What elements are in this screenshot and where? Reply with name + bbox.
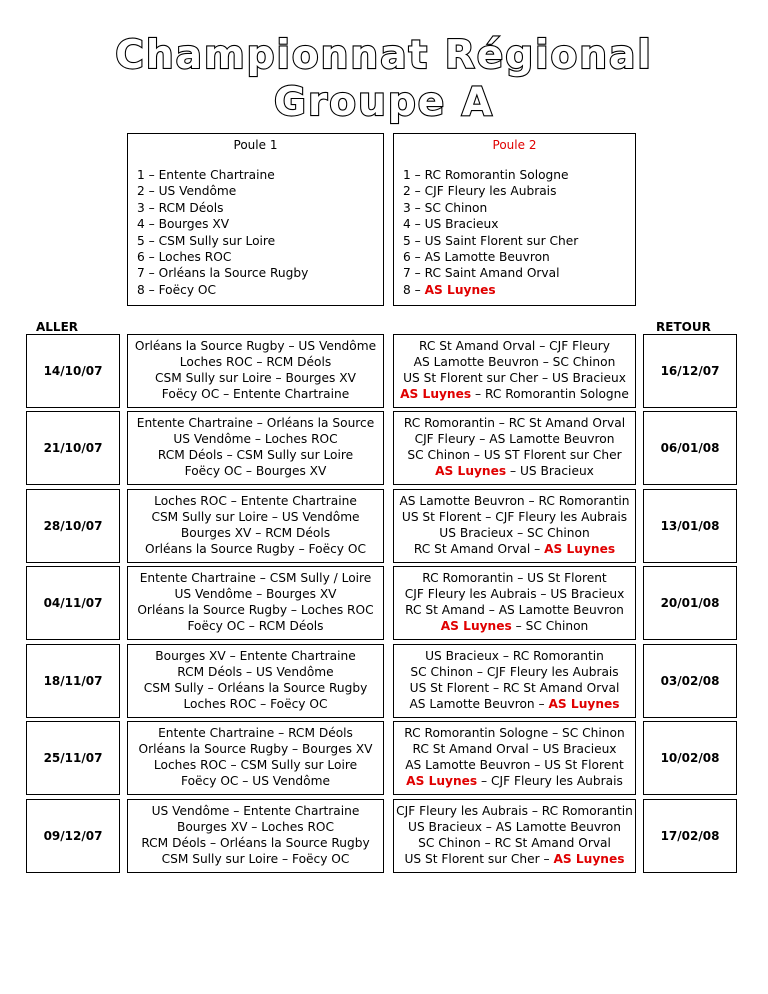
match-poule-1: Orléans la Source Rugby – Bourges XV	[138, 742, 373, 757]
match-poule-1: RCM Déols – Orléans la Source Rugby	[141, 836, 370, 850]
aller-matches	[127, 411, 384, 485]
highlight-team: AS Luynes	[548, 696, 620, 711]
match-poule-2: US Bracieux – SC Chinon	[439, 526, 590, 540]
retour-matches	[393, 566, 636, 640]
retour-date: 06/01/08	[643, 411, 737, 485]
match-poule-1: Entente Chartraine – Orléans la Source	[136, 416, 375, 431]
match-poule-1: CSM Sully sur Loire – Foëcy OC	[161, 851, 350, 866]
match-poule-2: US St Florent sur Cher – AS Luynes	[404, 851, 625, 866]
retour-matches	[393, 334, 636, 408]
poule-1-team: 1 – Entente Chartraine	[137, 168, 275, 182]
match-poule-1: US Vendôme – Bourges XV	[174, 587, 337, 602]
match-poule-1: Orléans la Source Rugby – Loches ROC	[137, 603, 374, 617]
match-poule-1: Loches ROC – RCM Déols	[179, 355, 332, 370]
match-poule-1: Orléans la Source Rugby – US Vendôme	[134, 339, 377, 354]
retour-matches	[393, 411, 636, 485]
match-poule-1: Entente Chartraine – RCM Déols	[158, 726, 353, 741]
match-poule-2: AS Lamotte Beuvron – RC Romorantin	[399, 494, 630, 509]
highlight-team: AS Luynes	[435, 463, 507, 478]
match-poule-2: SC Chinon – CJF Fleury les Aubrais	[410, 665, 619, 680]
match-poule-2: AS Luynes – SC Chinon	[440, 618, 589, 633]
poule-1-team: 6 – Loches ROC	[137, 250, 232, 265]
aller-matches	[127, 799, 384, 873]
poule-1-header: Poule 1	[233, 138, 278, 152]
poule-1-box	[127, 133, 384, 306]
match-poule-1: Orléans la Source Rugby – Foëcy OC	[145, 541, 366, 556]
poule-2-team-rank: 8 –	[403, 282, 425, 297]
match-poule-1: Bourges XV – Entente Chartraine	[155, 649, 356, 664]
match-poule-1: US Vendôme – Entente Chartraine	[151, 804, 360, 819]
match-poule-2: RC Romorantin Sologne – SC Chinon	[404, 726, 625, 741]
match-poule-1: Loches ROC – CSM Sully sur Loire	[153, 758, 358, 772]
match-poule-2: CJF Fleury les Aubrais – RC Romorantin	[396, 804, 633, 819]
match-poule-2: US Bracieux – AS Lamotte Beuvron	[408, 820, 621, 835]
page-title: Championnat Régional	[115, 33, 653, 78]
highlight-team: AS Luynes	[553, 851, 625, 866]
aller-matches	[127, 489, 384, 563]
retour-matches	[393, 489, 636, 563]
match-poule-2: CJF Fleury – AS Lamotte Beuvron	[414, 432, 615, 447]
match-poule-1: US Vendôme – Loches ROC	[173, 432, 338, 447]
retour-date: 03/02/08	[643, 644, 737, 718]
retour-label: RETOUR	[656, 320, 711, 334]
highlight-team: AS Luynes	[440, 618, 512, 633]
match-poule-1: Foëcy OC – Entente Chartraine	[161, 386, 350, 401]
match-poule-1: CSM Sully sur Loire – US Vendôme	[151, 510, 360, 525]
aller-date: 21/10/07	[26, 411, 120, 485]
match-poule-2: AS Lamotte Beuvron – SC Chinon	[413, 355, 616, 370]
retour-matches	[393, 644, 636, 718]
poule-2-team-highlight: AS Luynes	[424, 282, 496, 297]
poule-1-team: 4 – Bourges XV	[137, 217, 230, 232]
poule-2-team: 7 – RC Saint Amand Orval	[403, 266, 560, 281]
match-poule-1: Foëcy OC – US Vendôme	[181, 773, 330, 788]
match-poule-1: Entente Chartraine – CSM Sully / Loire	[139, 571, 372, 586]
poule-1-team: 7 – Orléans la Source Rugby	[137, 266, 309, 281]
poule-1-team: 8 – Foëcy OC	[137, 282, 217, 297]
match-poule-2: US St Florent – CJF Fleury les Aubrais	[401, 510, 628, 525]
poule-2-team-list	[403, 167, 578, 298]
match-poule-2: RC St Amand Orval – AS Luynes	[413, 541, 616, 556]
match-poule-1: Foëcy OC – Bourges XV	[184, 463, 327, 478]
match-poule-2: CJF Fleury les Aubrais – US Bracieux	[404, 587, 625, 602]
poule-2-team: 6 – AS Lamotte Beuvron	[403, 250, 550, 265]
poule-2-team: 1 – RC Romorantin Sologne	[403, 168, 569, 182]
aller-matches	[127, 334, 384, 408]
match-poule-2: AS Luynes – RC Romorantin Sologne	[400, 386, 629, 401]
match-poule-2: SC Chinon – US ST Florent sur Cher	[407, 448, 622, 462]
match-poule-1: CSM Sully – Orléans la Source Rugby	[143, 681, 368, 695]
poule-2-team: 2 – CJF Fleury les Aubrais	[403, 184, 557, 199]
poule-1-team: 5 – CSM Sully sur Loire	[137, 233, 276, 248]
poule-2-team: 3 – SC Chinon	[403, 200, 488, 215]
page-subtitle: Groupe A	[274, 80, 494, 125]
retour-date: 16/12/07	[643, 334, 737, 408]
match-poule-2: US St Florent – RC St Amand Orval	[409, 681, 620, 695]
aller-date: 14/10/07	[26, 334, 120, 408]
aller-date: 28/10/07	[26, 489, 120, 563]
poule-1-team: 3 – RCM Déols	[137, 200, 224, 215]
match-poule-1: CSM Sully sur Loire – Bourges XV	[155, 371, 356, 385]
highlight-team: AS Luynes	[406, 773, 478, 788]
poule-2-team: 4 – US Bracieux	[403, 217, 499, 232]
aller-label: ALLER	[36, 320, 79, 334]
match-poule-1: Loches ROC – Foëcy OC	[183, 696, 328, 711]
poule-1-team-list	[137, 167, 308, 298]
retour-matches	[393, 799, 636, 873]
match-poule-2: RC St Amand Orval – US Bracieux	[412, 742, 617, 757]
match-poule-2: AS Lamotte Beuvron – US St Florent	[405, 758, 624, 772]
poule-2-header: Poule 2	[492, 138, 537, 152]
match-poule-2: RC Romorantin – RC St Amand Orval	[403, 416, 626, 431]
highlight-team: AS Luynes	[400, 386, 472, 401]
retour-date: 17/02/08	[643, 799, 737, 873]
match-poule-1: Bourges XV – Loches ROC	[176, 820, 335, 835]
match-poule-1: Loches ROC – Entente Chartraine	[154, 494, 357, 509]
aller-matches	[127, 566, 384, 640]
match-poule-2: SC Chinon – RC St Amand Orval	[418, 836, 611, 850]
match-poule-1: RCM Déols – CSM Sully sur Loire	[157, 448, 354, 462]
retour-date: 10/02/08	[643, 721, 737, 795]
retour-date: 20/01/08	[643, 566, 737, 640]
poule-2-box	[393, 133, 636, 306]
aller-date: 25/11/07	[26, 721, 120, 795]
retour-matches	[393, 721, 636, 795]
poule-1-team: 2 – US Vendôme	[137, 184, 237, 199]
aller-date: 04/11/07	[26, 566, 120, 640]
match-poule-2: US St Florent sur Cher – US Bracieux	[403, 371, 626, 385]
match-poule-2: US Bracieux – RC Romorantin	[425, 649, 604, 664]
aller-matches	[127, 721, 384, 795]
poule-2-team	[403, 282, 578, 298]
match-poule-2: RC St Amand Orval – CJF Fleury	[419, 339, 610, 354]
match-poule-2: RC Romorantin – US St Florent	[422, 571, 607, 586]
poule-2-team: 5 – US Saint Florent sur Cher	[403, 233, 579, 248]
match-poule-2: AS Lamotte Beuvron – AS Luynes	[409, 696, 620, 711]
aller-date: 18/11/07	[26, 644, 120, 718]
match-poule-1: RCM Déols – US Vendôme	[177, 665, 334, 680]
match-poule-2: AS Luynes – CJF Fleury les Aubrais	[406, 773, 623, 788]
aller-date: 09/12/07	[26, 799, 120, 873]
aller-matches	[127, 644, 384, 718]
match-poule-2: AS Luynes – US Bracieux	[435, 463, 594, 478]
match-poule-1: Bourges XV – RCM Déols	[180, 526, 331, 540]
match-poule-1: Foëcy OC – RCM Déols	[187, 618, 324, 633]
match-poule-2: RC St Amand – AS Lamotte Beuvron	[405, 603, 624, 617]
retour-date: 13/01/08	[643, 489, 737, 563]
highlight-team: AS Luynes	[544, 541, 616, 556]
